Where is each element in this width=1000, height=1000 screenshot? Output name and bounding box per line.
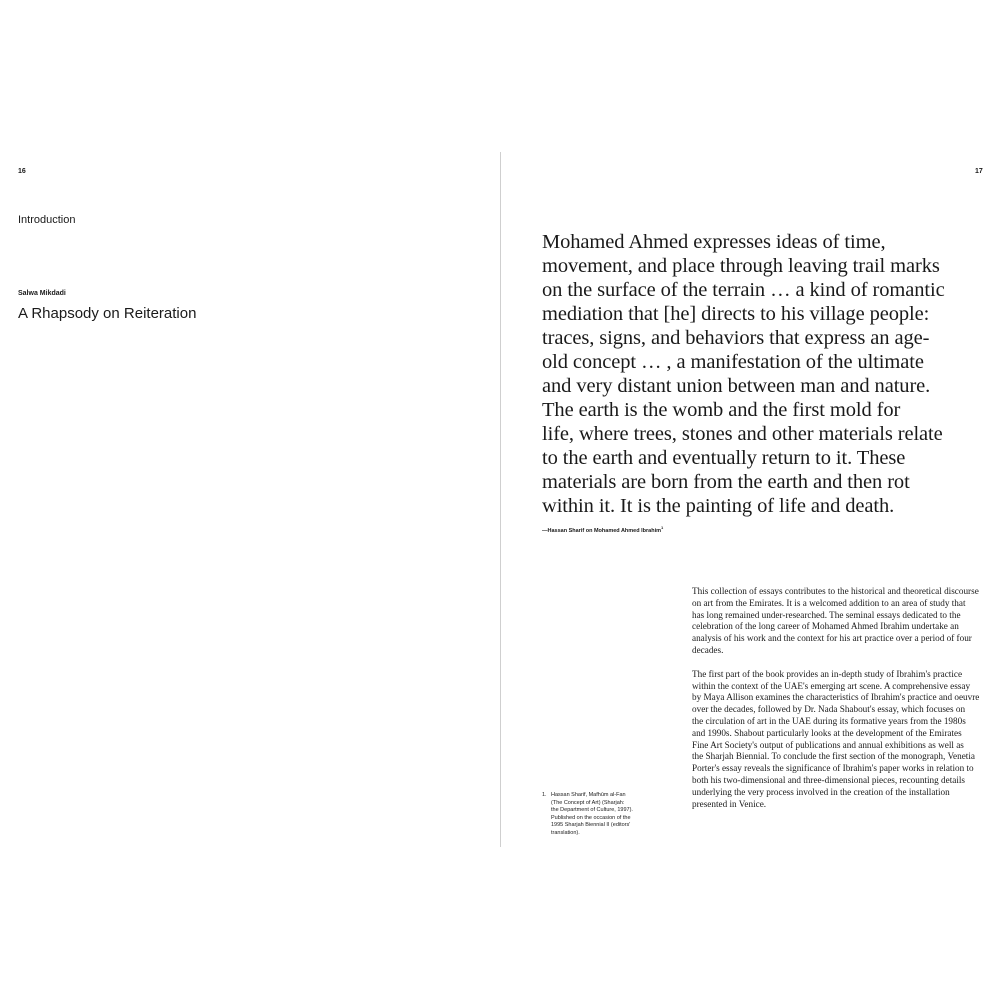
quote-line: to the earth and eventually return to it. These [542, 447, 906, 469]
body-line: within the context of the UAE's emerging art scene. A comprehensive essay [692, 680, 971, 691]
quote-line: within it. It is the painting of life and death. [542, 495, 895, 517]
footnote-line: Published on the occasion of the [551, 814, 631, 821]
body-line: has long remained under-researched. The seminal essays dedicated to the [692, 609, 961, 620]
footnote-line: Hassan Sharif, Mafhūm al-Fan [551, 792, 626, 798]
body-line: underlying the very process involved in the creation of the installation [692, 786, 950, 797]
body-line: celebration of the long career of Mohamed Ahmed Ibrahim undertake an [692, 621, 959, 632]
body-text [692, 586, 992, 822]
quote-line: The earth is the womb and the first mold for [542, 399, 901, 421]
book-spine [500, 152, 501, 847]
body-line: on art from the Emirates. It is a welcomed addition to an area of study that [692, 597, 966, 608]
body-line: analysis of his work and the context for his art practice over a period of four [692, 633, 972, 644]
essay-title: A Rhapsody on Reiteration [18, 305, 197, 322]
page-number-right: 17 [975, 168, 983, 175]
body-line: both his two-dimensional and three-dimensional pieces, recounting details [692, 774, 966, 785]
body-line: The first part of the book provides an in-depth study of Ibrahim's practice [692, 668, 963, 679]
quote-line: life, where trees, stones and other materials relate [542, 423, 943, 445]
footnote-number: 1. [542, 792, 547, 798]
footnote-line: the Department of Culture, 1997). [551, 807, 633, 814]
body-line: decades. [692, 644, 724, 655]
footnote-text [551, 792, 661, 838]
body-line: over the decades, followed by Dr. Nada Shabout's essay, which focuses on [692, 704, 966, 715]
body-line: and 1990s. Shabout particularly looks at the development of the Emirates [692, 727, 962, 738]
quote-line: on the surface of the terrain … a kind of romantic [542, 279, 945, 301]
body-line: Fine Art Society's output of publications and annual exhibitions as well as [692, 739, 964, 750]
quote-line: mediation that [he] directs to his village people: [542, 303, 930, 325]
quote-attribution [542, 525, 663, 534]
body-line: by Maya Allison examines the characteristics of Ibrahim's practice and oeuvre [692, 692, 980, 703]
essay-author: Salwa Mikdadi [18, 290, 66, 297]
quote-line: traces, signs, and behaviors that express an age- [542, 327, 930, 349]
body-line: presented in Venice. [692, 798, 767, 809]
quote-line: Mohamed Ahmed expresses ideas of time, [542, 231, 886, 253]
quote-line: movement, and place through leaving trail marks [542, 255, 940, 277]
section-heading: Introduction [18, 214, 76, 226]
footnote-line: 1995 Sharjah Biennial II (editors' [551, 822, 631, 829]
footnote-line: translation). [551, 829, 580, 836]
quote-line: old concept … , a manifestation of the ultimate [542, 351, 924, 373]
footnote-line: (The Concept of Art) (Sharjah: [551, 799, 625, 806]
body-line: Porter's essay reveals the significance of Ibrahim's paper works in relation to [692, 763, 974, 774]
attribution-text: —Hassan Sharif on Mohamed Ahmed Ibrahim [542, 527, 661, 534]
quote-line: and very distant union between man and nature. [542, 375, 931, 397]
body-paragraph [692, 586, 992, 657]
body-line: This collection of essays contributes to the historical and theoretical discourse [692, 586, 979, 596]
footnote-reference: 1 [660, 525, 664, 530]
body-line: the Sharjah Biennial. To conclude the first section of the monograph, Venetia [692, 751, 975, 762]
epigraph-quote [542, 230, 982, 518]
page-number-left: 16 [18, 168, 26, 175]
body-paragraph [692, 669, 992, 811]
body-line: the circulation of art in the UAE during its formative years from the 1980s [692, 715, 966, 726]
quote-line: materials are born from the earth and then rot [542, 471, 910, 493]
